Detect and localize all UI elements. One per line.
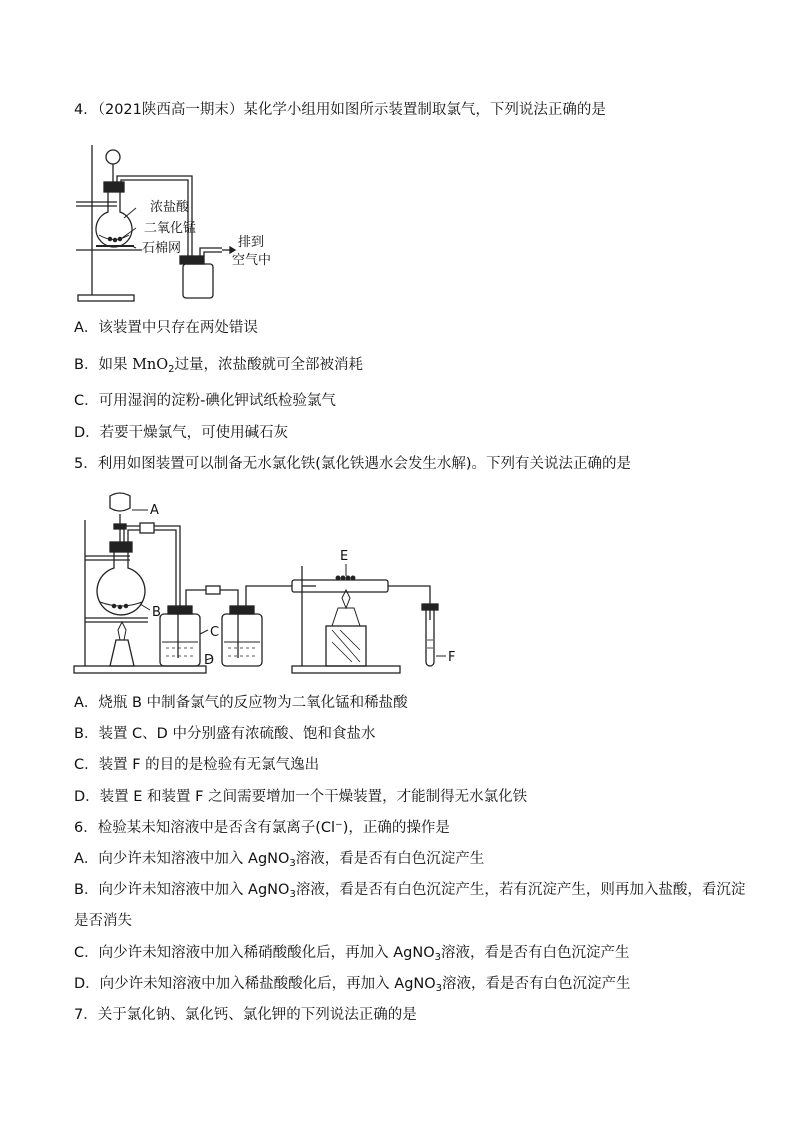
- label-asbestos-gauze: 石棉网: [142, 241, 182, 256]
- label-b: B: [152, 605, 161, 620]
- q4-option-b-pre: B．如果: [74, 357, 133, 373]
- q6-stem: 6．检验某未知溶液中是否含有氯离子(Cl⁻)，正确的操作是: [74, 820, 450, 836]
- label-c: C: [210, 625, 220, 640]
- q6-option-a-pre: A．向少许未知溶液中加入 AgNO: [74, 851, 290, 867]
- q6-option-b-sub: 3: [289, 889, 296, 900]
- q5-option-b: B．装置 C、D 中分别盛有浓硫酸、饱和食盐水: [74, 726, 376, 742]
- label-vent-2: 空气中: [232, 253, 272, 268]
- q4-option-a: A．该装置中只存在两处错误: [74, 320, 258, 336]
- q6-option-d-pre: D．向少许未知溶液中加入稀盐酸酸化后，再加入 AgNO: [74, 976, 436, 992]
- q5-apparatus-figure: [70, 490, 490, 680]
- bottle-c: [160, 614, 200, 666]
- q4-option-c: C．可用湿润的淀粉-碘化钾试纸检验氯气: [74, 393, 336, 409]
- q4-option-d: D．若要干燥氯气，可使用碱石灰: [74, 425, 289, 441]
- q6-option-b-continued: 是否消失: [74, 913, 132, 929]
- q6-option-d: [74, 974, 631, 996]
- q4-option-b-sub: 2: [168, 364, 175, 375]
- q4-option-b-formula: MnO: [132, 357, 169, 373]
- bottle-d: [222, 614, 262, 666]
- q6-option-d-post: 溶液，看是否有白色沉淀产生: [442, 976, 631, 992]
- q6-option-a-post: 溶液，看是否有白色沉淀产生: [295, 851, 485, 867]
- q6-option-b-pre: B．向少许未知溶液中加入 AgNO: [74, 882, 290, 898]
- q5-option-a: A．烧瓶 B 中制备氯气的反应物为二氧化锰和稀盐酸: [74, 695, 408, 711]
- q5-option-c: C．装置 F 的目的是检验有无氯气逸出: [74, 757, 320, 773]
- label-vent-1: 排到: [238, 235, 265, 250]
- gas-bottle: [183, 264, 213, 298]
- q5-option-d: D．装置 E 和装置 F 之间需要增加一个干燥装置，才能制得无水氯化铁: [74, 789, 528, 805]
- stand-base: [78, 295, 134, 301]
- q4-option-b: [74, 355, 363, 377]
- q7-stem: 7．关于氯化钠、氯化钙、氯化钾的下列说法正确的是: [74, 1007, 417, 1023]
- bottle-stopper: [180, 256, 204, 264]
- q6-option-c-pre: C．向少许未知溶液中加入稀硝酸酸化后，再加入 AgNO: [74, 945, 435, 961]
- q6-option-b-post: 溶液，看是否有白色沉淀产生，若有沉淀产生，则再加入盐酸，看沉淀: [295, 882, 746, 898]
- label-d: D: [204, 653, 215, 668]
- q6-option-b: [74, 880, 745, 902]
- label-a: A: [150, 503, 159, 518]
- label-f: F: [448, 650, 456, 665]
- q6-option-a-sub: 3: [289, 858, 296, 869]
- label-mno2: 二氧化锰: [144, 221, 197, 236]
- q6-option-c: [74, 943, 630, 965]
- q4-option-b-post: 过量，浓盐酸就可全部被消耗: [174, 357, 364, 373]
- label-conc-hcl: 浓盐酸: [150, 200, 190, 215]
- lamp-1: [110, 640, 134, 666]
- q6-option-a: [74, 849, 484, 871]
- q4-stem: 4．（2021陕西高一期末）某化学小组用如图所示装置制取氯气，下列说法正确的是: [74, 102, 606, 118]
- q6-option-d-sub: 3: [435, 983, 443, 994]
- q6-option-c-post: 溶液，看是否有白色沉淀产生: [441, 945, 630, 961]
- q6-option-c-sub: 3: [434, 952, 441, 963]
- q5-stem: 5．利用如图装置可以制备无水氯化铁(氯化铁遇水会发生水解)。下列有关说法正确的是: [74, 456, 632, 472]
- funnel-a: [110, 493, 130, 511]
- q4-apparatus-figure: [72, 140, 292, 305]
- funnel-bulb: [106, 150, 120, 164]
- label-e: E: [340, 549, 349, 564]
